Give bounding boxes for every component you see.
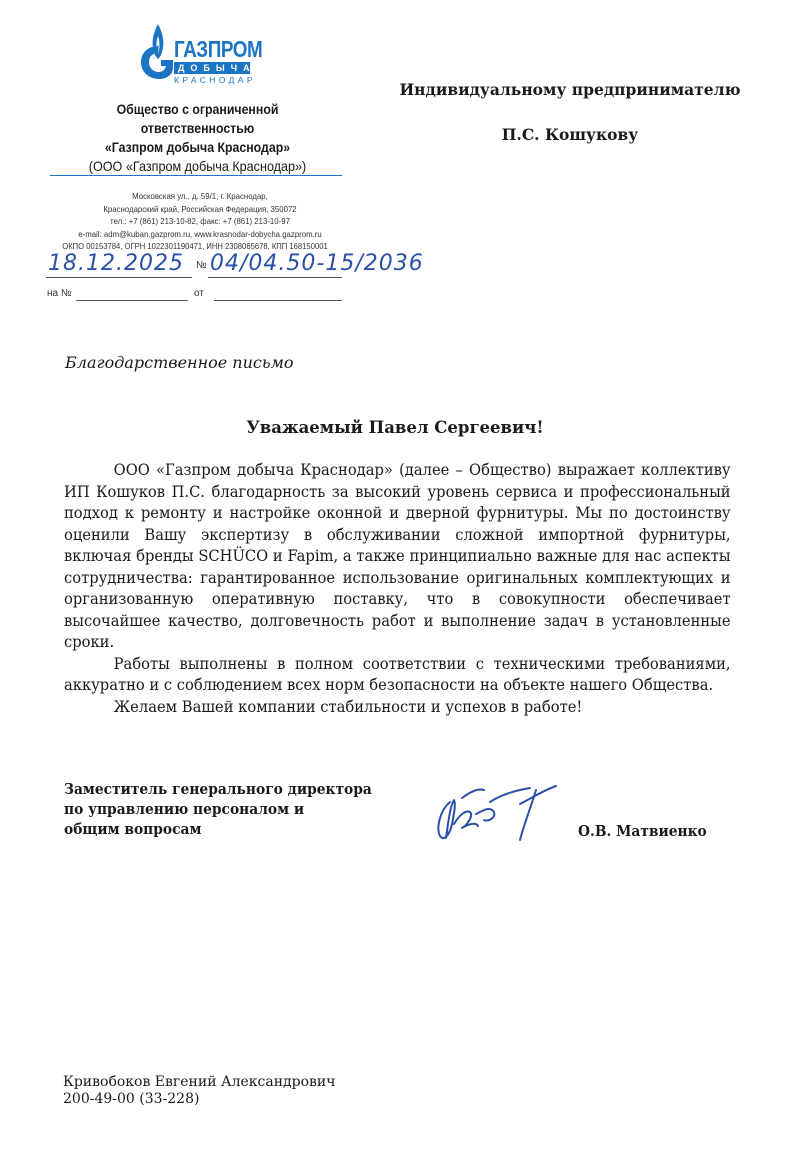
ref-number-label: на № (47, 288, 72, 299)
number-label: № (196, 260, 207, 271)
header-divider (50, 175, 342, 176)
body-paragraph: ООО «Газпром добыча Краснодар» (далее – Общество) выражает коллективу ИП Кошуков П.С. благодарность за высокий уровень сервиса и профессиональный подход к ремонту и настройке оконной и дверной фурнитуры. Мы по достоинству оценили Вашу экспертизу в обслуживании сложной импортной фурнитуры, включая бренды SCHÜCO и Fapim, а также принципиально важные для нас аспекты сотрудничества: гарантированное использование оригинальных комплектующих и организованную оперативную поставку, что в совокупности обеспечивает высочайшее качество, долговечность работ и выполнение задач в установленные сроки. (64, 461, 731, 651)
logo-sub-text: ДОБЫЧА (174, 62, 250, 74)
handwritten-number: 04/04.50-15/2036 (210, 251, 424, 276)
addressee-line-2: П.С. Кошукову (501, 125, 639, 144)
salutation: Уважаемый Павел Сергеевич! (246, 418, 544, 437)
letter-body (64, 460, 731, 718)
logo-brand-text: ГАЗПРОМ (174, 36, 263, 62)
email-website: e-mail: adm@kuban.gazprom.ru, www.krasnodar-dobycha.gazprom.ru (78, 228, 322, 239)
ref-from-label: от (194, 288, 204, 299)
address-line-1: Московская ул., д. 59/1, г. Краснодар, (132, 191, 268, 201)
executor-phone: 200-49-00 (33-228) (63, 1091, 200, 1107)
addressee-line-1: Индивидуальному предпринимателю (399, 80, 741, 99)
ref-number-line (76, 300, 188, 301)
address-line-2: Краснодарский край, Российская Федерация, 350072 (103, 203, 297, 214)
signatory-title-line-2: по управлению персоналом и (64, 800, 305, 818)
sender-contacts (40, 190, 360, 253)
executor-name: Кривобоков Евгений Александрович (63, 1074, 336, 1090)
logo-city-text: КРАСНОДАР (174, 75, 256, 85)
signatory-title (64, 779, 372, 839)
ref-date-line (214, 300, 342, 301)
body-paragraph: Желаем Вашей компании стабильности и успехов в работе! (113, 697, 583, 716)
sender-org-name (40, 100, 355, 176)
signatory-name: О.В. Матвиенко (578, 822, 707, 840)
registration-row (40, 250, 430, 280)
phone-fax: тел.: +7 (861) 213-10-82, факс: +7 (861) 213-10-97 (110, 216, 290, 226)
date-line (46, 277, 192, 278)
number-line (208, 277, 342, 278)
signatory-title-line-3: общим вопросам (64, 820, 202, 838)
company-logo (134, 22, 263, 85)
letter-subject: Благодарственное письмо (65, 353, 294, 372)
org-line-1: Общество с ограниченной ответственностью (116, 101, 279, 136)
handwritten-date: 18.12.2025 (48, 251, 184, 276)
handwritten-signature (432, 784, 572, 846)
addressee (385, 80, 755, 145)
body-paragraph: Работы выполнены в полном соответствии с техническими требованиями, аккуратно и с соблюдением всех норм безопасности на объекте нашего Общества. (64, 654, 731, 694)
org-line-3: (ООО «Газпром добыча Краснодар») (88, 158, 307, 174)
signatory-title-line-1: Заместитель генерального директора (64, 780, 372, 798)
reference-row (40, 288, 350, 304)
registration-codes: ОКПО 00153784, ОГРН 1022301190471, ИНН 2308065678, КПП 168150001 (62, 241, 328, 251)
executor-info (63, 1074, 336, 1108)
org-line-2: «Газпром добыча Краснодар» (104, 139, 291, 155)
